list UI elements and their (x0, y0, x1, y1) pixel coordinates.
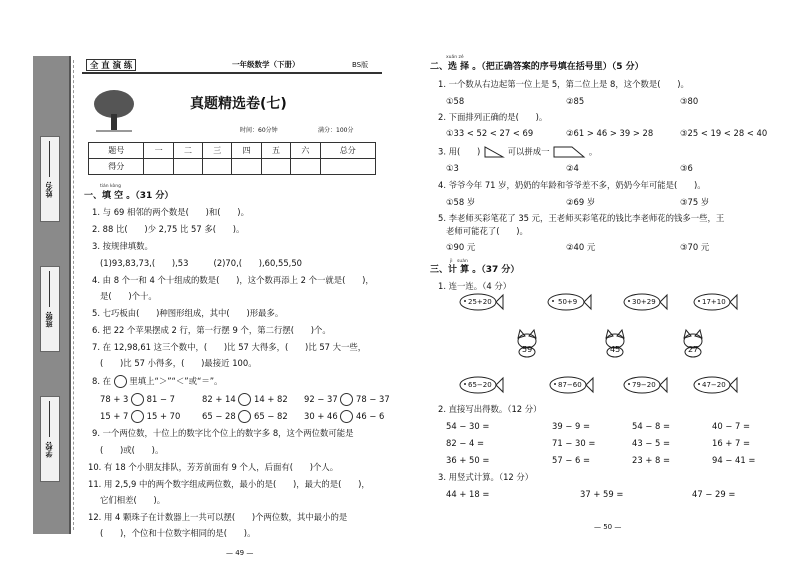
class-line[interactable] (49, 271, 50, 307)
page-number: — 49 — (226, 549, 254, 557)
question: 1. 连一连。（4 分） (438, 281, 512, 291)
cat-number: 59 (522, 345, 533, 354)
expr: 65 − 82 (254, 411, 288, 421)
question: 12. 用 4 颗珠子在计数器上一共可以摆( )个两位数，其中最小的是 (88, 512, 348, 522)
triangle-shape-icon (483, 146, 505, 158)
fish-expression: 79−20 (632, 381, 656, 389)
vertical-item: 37 + 59 = (580, 489, 624, 499)
fish-expression: 65−20 (468, 381, 492, 389)
name-panel (40, 136, 60, 222)
circle-blank[interactable] (131, 393, 144, 406)
fish-expression: 87−60 (558, 381, 582, 389)
direct-item: 39 − 9 = (552, 421, 591, 431)
score-cell[interactable] (173, 159, 202, 175)
school-line[interactable] (49, 401, 50, 437)
vertical-item: 47 − 29 = (692, 489, 736, 499)
tree-illustration (92, 88, 136, 134)
expr: 65 − 28 (202, 411, 236, 421)
compare-row (100, 410, 180, 423)
direct-item: 36 + 50 = (446, 455, 490, 465)
fish-expression: 17+10 (702, 298, 726, 306)
question: 2. 88 比( )少 2,75 比 57 多( )。 (92, 224, 245, 234)
score-header-cell: 三 (203, 143, 232, 159)
binding-strip (33, 56, 71, 534)
name-label: 姓名: (45, 181, 53, 198)
question: 3. 按规律填数。 (92, 241, 153, 251)
exam-title: 真题精选卷(七) (190, 96, 287, 112)
section-3-heading: 三、计 算 。（37 分） (430, 265, 520, 275)
score-cell[interactable] (320, 159, 376, 175)
question-8-start: 8. 在 (92, 376, 112, 386)
score-cell[interactable] (291, 159, 320, 175)
exam-time: 时间：60分钟 (240, 127, 278, 134)
option[interactable]: ②40 元 (566, 242, 596, 252)
score-cell[interactable] (261, 159, 290, 175)
fish-expression: 25+20 (468, 298, 492, 306)
page-number: — 50 — (594, 523, 622, 531)
school-label: 学校: (45, 441, 53, 458)
question: 6. 把 22 个苹果摆成 2 行，第一行摆 9 个，第二行摆( )个。 (92, 325, 331, 335)
circle-blank[interactable] (340, 410, 353, 423)
pinyin: xuǎn zé (446, 55, 464, 60)
question: 5. 七巧板由( )种图形组成，其中( )形最多。 (92, 308, 284, 318)
expr: 92 − 37 (304, 394, 338, 404)
score-row-label: 得分 (89, 159, 144, 175)
direct-item: 82 − 4 = (446, 438, 485, 448)
fish-expression: 30+29 (632, 298, 656, 306)
cat-number: 27 (688, 345, 699, 354)
score-header-cell: 二 (173, 143, 202, 159)
direct-item: 54 − 30 = (446, 421, 490, 431)
score-cell[interactable] (203, 159, 232, 175)
cat-number: 45 (610, 345, 621, 354)
expr: 46 − 6 (356, 411, 385, 421)
circle-blank[interactable] (238, 410, 251, 423)
option[interactable]: ②4 (566, 163, 579, 173)
question (92, 375, 222, 388)
header-edition: BS版 (352, 61, 369, 69)
compare-row (100, 393, 175, 406)
question: 2. 直接写出得数。（12 分） (438, 404, 542, 414)
name-line[interactable] (49, 141, 50, 177)
compare-row (304, 410, 384, 423)
question-cont: ( )或( )。 (100, 445, 164, 455)
class-label: 班级: (45, 311, 53, 328)
option[interactable]: ③6 (680, 163, 693, 173)
question: 1. 一个数从右边起第一位上是 5，第二位上是 8，这个数是( )。 (438, 79, 689, 89)
option[interactable]: ①58 (446, 96, 465, 106)
direct-item: 43 − 5 = (632, 438, 671, 448)
compare-row (202, 393, 288, 406)
direct-item: 23 + 8 = (632, 455, 671, 465)
page-header (82, 58, 382, 74)
direct-item: 54 − 8 = (632, 421, 671, 431)
question: 5. 李老师买彩笔花了 35 元，王老师买彩笔花的钱比李老师花的钱多一些，王 (438, 213, 725, 223)
direct-item: 71 − 30 = (552, 438, 596, 448)
score-table (88, 142, 376, 175)
question: 11. 用 2,5,9 中的两个数字组成两位数，最小的是( )，最大的是( )， (88, 479, 370, 489)
fish-expression: 47−20 (702, 381, 726, 389)
score-header-cell: 题号 (89, 143, 144, 159)
q3-mid: 可以拼成一 (507, 146, 550, 157)
circle-blank[interactable] (238, 393, 251, 406)
score-cell[interactable] (144, 159, 173, 175)
compare-row (304, 393, 390, 406)
direct-item: 94 − 41 = (712, 455, 756, 465)
expr: 15 + 7 (100, 411, 129, 421)
exam-score: 满分：100分 (318, 127, 354, 134)
score-header-cell: 六 (291, 143, 320, 159)
question: 9. 一个两位数，十位上的数字比个位上的数字多 8，这个两位数可能是 (92, 428, 354, 438)
option[interactable]: ①33 < 52 < 27 < 69 (446, 128, 534, 138)
question: 4. 爷爷今年 71 岁，奶奶的年龄和爷爷差不多，奶奶今年可能是( )。 (438, 180, 706, 190)
pinyin: tián kòng (100, 184, 121, 189)
option[interactable]: ③75 岁 (680, 197, 710, 207)
trapezoid-shape-icon (552, 146, 586, 158)
question: 7. 在 12,98,61 这三个数中，( )比 57 大得多，( )比 57 大一些， (92, 342, 367, 352)
circle-blank[interactable] (340, 393, 353, 406)
cut-line (73, 60, 74, 530)
question: 4. 由 8 个一和 4 个十组成的数是( )，这个数再添上 2 个一就是( )， (92, 275, 374, 285)
option[interactable]: ①3 (446, 163, 459, 173)
question-cont: ( )，个位和十位数字相同的是( )。 (100, 528, 256, 538)
score-header-cell: 五 (261, 143, 290, 159)
option[interactable]: ②69 岁 (566, 197, 596, 207)
section-2-heading: 二、选 择 。（把正确答案的序号填在括号里）（5 分） (430, 62, 644, 72)
header-subject: 一年级数学（下册） (232, 60, 300, 69)
question-cont: 是( )个十。 (100, 291, 157, 301)
q3-start: 3. 用( ) (438, 146, 481, 157)
option[interactable]: ③70 元 (680, 242, 710, 252)
compare-row (202, 410, 288, 423)
question-cont: 老师可能花了( )。 (446, 226, 528, 236)
fish-expression: 50+9 (558, 298, 578, 306)
option[interactable]: ①58 岁 (446, 197, 476, 207)
option[interactable]: ②85 (566, 96, 585, 106)
expr: 30 + 46 (304, 411, 338, 421)
school-panel (40, 396, 60, 482)
option[interactable]: ③80 (680, 96, 699, 106)
score-header-row (89, 143, 376, 159)
circle-blank[interactable] (114, 375, 127, 388)
score-header-cell: 总分 (320, 143, 376, 159)
question: 10. 有 18 个小朋友排队，芳芳前面有 9 个人，后面有( )个人。 (88, 462, 339, 472)
question: 1. 与 69 相邻的两个数是( )和( )。 (92, 207, 249, 217)
section-1-heading: 一、填 空 。（31 分） (84, 191, 174, 201)
direct-item: 16 + 7 = (712, 438, 751, 448)
class-panel (40, 266, 60, 352)
question: 3. 用竖式计算。（12 分） (438, 472, 534, 482)
expr: 78 + 3 (100, 394, 129, 404)
expr: 14 + 82 (254, 394, 288, 404)
score-header-cell: 一 (144, 143, 173, 159)
score-header-cell: 四 (232, 143, 261, 159)
question-cont: ( )比 57 小得多，( )最接近 100。 (100, 358, 257, 368)
expr: 82 + 14 (202, 394, 236, 404)
question (438, 146, 597, 158)
option[interactable]: ②61 > 46 > 39 > 28 (566, 128, 654, 138)
expr: 81 − 7 (146, 394, 175, 404)
option[interactable]: ③25 < 19 < 28 < 40 (680, 128, 768, 138)
circle-blank[interactable] (131, 410, 144, 423)
series-logo: 全 直 演 练 (86, 59, 136, 71)
question-part: (1)93,83,73,( ),53 (2)70,( ),60,55,50 (100, 258, 302, 268)
score-value-row (89, 159, 376, 175)
question: 2. 下面排列正确的是( )。 (438, 112, 548, 122)
direct-item: 57 − 6 = (552, 455, 591, 465)
direct-item: 40 − 7 = (712, 421, 751, 431)
question-cont: 它们相差( )。 (100, 495, 166, 505)
pinyin: jì suàn (450, 259, 468, 264)
q3-end: 。 (588, 146, 598, 157)
expr: 15 + 70 (146, 411, 181, 421)
score-cell[interactable] (232, 159, 261, 175)
expr: 78 − 37 (356, 394, 390, 404)
question-8-end: 里填上“＞”“＜”或“＝”。 (129, 376, 223, 386)
option[interactable]: ①90 元 (446, 242, 476, 252)
vertical-item: 44 + 18 = (446, 489, 490, 499)
